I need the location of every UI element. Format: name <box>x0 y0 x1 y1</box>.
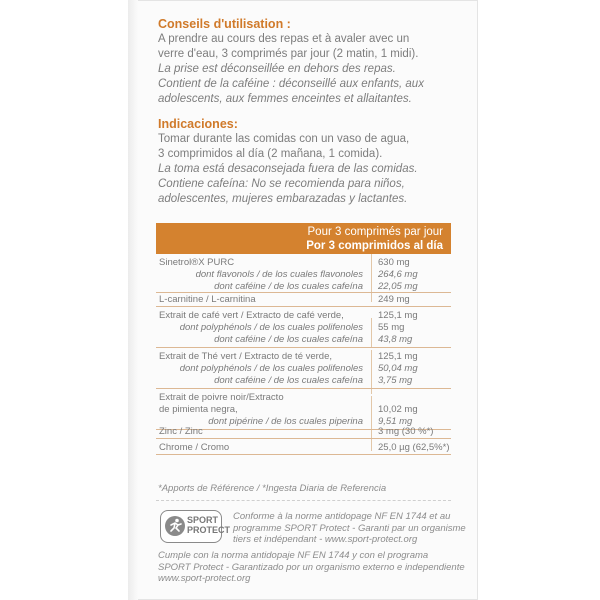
reference-footnote: *Apports de Référence / *Ingesta Diaria de Referencia <box>158 483 387 494</box>
usage-title-es: Indicaciones: <box>158 117 238 131</box>
row-label: Extrait de poivre noir/Extracto <box>159 392 284 403</box>
usage-fr-line1: A prendre au cours des repas et à avaler avec un <box>158 33 410 45</box>
compliance-es-line3: www.sport-protect.org <box>158 573 251 584</box>
logo-text <box>187 515 230 535</box>
row-value: 125,1 mg <box>378 351 418 362</box>
row-value: 3,75 mg <box>378 375 413 386</box>
usage-text-es <box>158 132 448 207</box>
usage-fr-line2: verre d'eau, 3 comprimés par jour (2 matin, 1 midi). <box>158 48 419 60</box>
column-divider <box>371 396 372 451</box>
column-divider <box>371 254 372 302</box>
row-label: dont flavonols / de los cuales flavonoles <box>195 269 363 280</box>
column-divider <box>371 318 372 348</box>
row-value: 264,6 mg <box>378 269 418 280</box>
row-value: 43,8 mg <box>378 334 413 345</box>
compliance-fr-line1: Conforme à la norme antidopage NF EN 1744 et au <box>233 511 451 522</box>
row-value: 9,51 mg <box>378 416 413 427</box>
row-label: de pimienta negra, <box>159 404 238 415</box>
row-value: 55 mg <box>378 322 405 333</box>
row-label: Extrait de café vert / Extracto de café verde, <box>159 310 344 321</box>
row-label: dont polyphénols / de los cuales polifenoles <box>179 363 363 374</box>
row-separator <box>156 438 451 439</box>
compliance-es-line1: Cumple con la norma antidopaje NF EN 1744 y con el programa <box>158 550 429 561</box>
usage-es-line4: Contiene cafeína: No se recomienda para niños, <box>158 178 405 190</box>
nutrition-table <box>156 254 451 454</box>
row-separator <box>156 454 451 455</box>
sport-protect-logo <box>160 510 231 543</box>
row-label: Sinetrol®X PURC <box>159 257 235 268</box>
row-label: dont caféine / de los cuales cafeína <box>214 334 363 345</box>
usage-es-line1: Tomar durante las comidas con un vaso de agua, <box>158 133 410 145</box>
row-value: 25,0 µg (62,5%*) <box>378 442 450 453</box>
compliance-es-line2: SPORT Protect - Garantizado por un organismo externo e independiente <box>158 561 465 573</box>
row-label: dont caféine / de los cuales cafeína <box>214 281 363 292</box>
compliance-fr-line2: programme SPORT Protect - Garanti par un organisme <box>233 522 466 534</box>
table-header-fr: Pour 3 comprimés par jour <box>307 226 443 238</box>
row-label: dont polyphénols / de los cuales polifenoles <box>179 322 363 333</box>
table-header-es: Por 3 comprimidos al día <box>306 240 443 252</box>
row-label: Chrome / Cromo <box>159 442 230 453</box>
row-separator <box>156 388 451 389</box>
usage-es-line3: La toma está desaconsejada fuera de las comidas. <box>158 163 418 175</box>
row-label: dont pipérine / de los cuales piperina <box>208 416 363 427</box>
row-label: L-carnitine / L-carnitina <box>159 294 256 305</box>
row-separator <box>156 347 451 348</box>
row-separator <box>156 292 451 293</box>
row-value: 50,04 mg <box>378 363 418 374</box>
usage-title-fr: Conseils d'utilisation : <box>158 17 291 31</box>
row-value: 3 mg (30 %*) <box>378 426 434 437</box>
row-value: 249 mg <box>378 294 410 305</box>
row-value: 630 mg <box>378 257 410 268</box>
row-label: dont caféine / de los cuales cafeína <box>214 375 363 386</box>
compliance-fr-line3: tiers et indépendant - www.sport-protect.org <box>233 534 418 545</box>
usage-fr-line3: La prise est déconseillée en dehors des repas. <box>158 63 396 75</box>
row-separator <box>156 306 451 307</box>
usage-es-line2: 3 comprimidos al día (2 mañana, 1 comida). <box>158 148 383 160</box>
row-value: 22,05 mg <box>378 281 418 292</box>
nutrition-table-header <box>156 223 451 254</box>
usage-fr-line5: adolescents, aux femmes enceintes et allaitantes. <box>158 93 412 105</box>
usage-text-fr <box>158 32 448 107</box>
row-label: Extrait de Thé vert / Extracto de té verde, <box>159 351 333 362</box>
logo-line1: SPORT <box>187 515 219 525</box>
row-value: 125,1 mg <box>378 310 418 321</box>
runner-icon <box>164 515 186 537</box>
logo-line2: PROTECT <box>187 525 231 535</box>
row-value: 10,02 mg <box>378 404 418 415</box>
compliance-text-fr <box>233 511 466 546</box>
usage-es-line5: adolescentes, mujeres embarazadas y lactantes. <box>158 193 408 205</box>
row-label: Zinc / Zinc <box>159 426 203 437</box>
compliance-text-es <box>158 550 465 585</box>
usage-fr-line4: Contient de la caféine : déconseillé aux enfants, aux <box>158 78 424 90</box>
dashed-divider <box>156 500 451 501</box>
